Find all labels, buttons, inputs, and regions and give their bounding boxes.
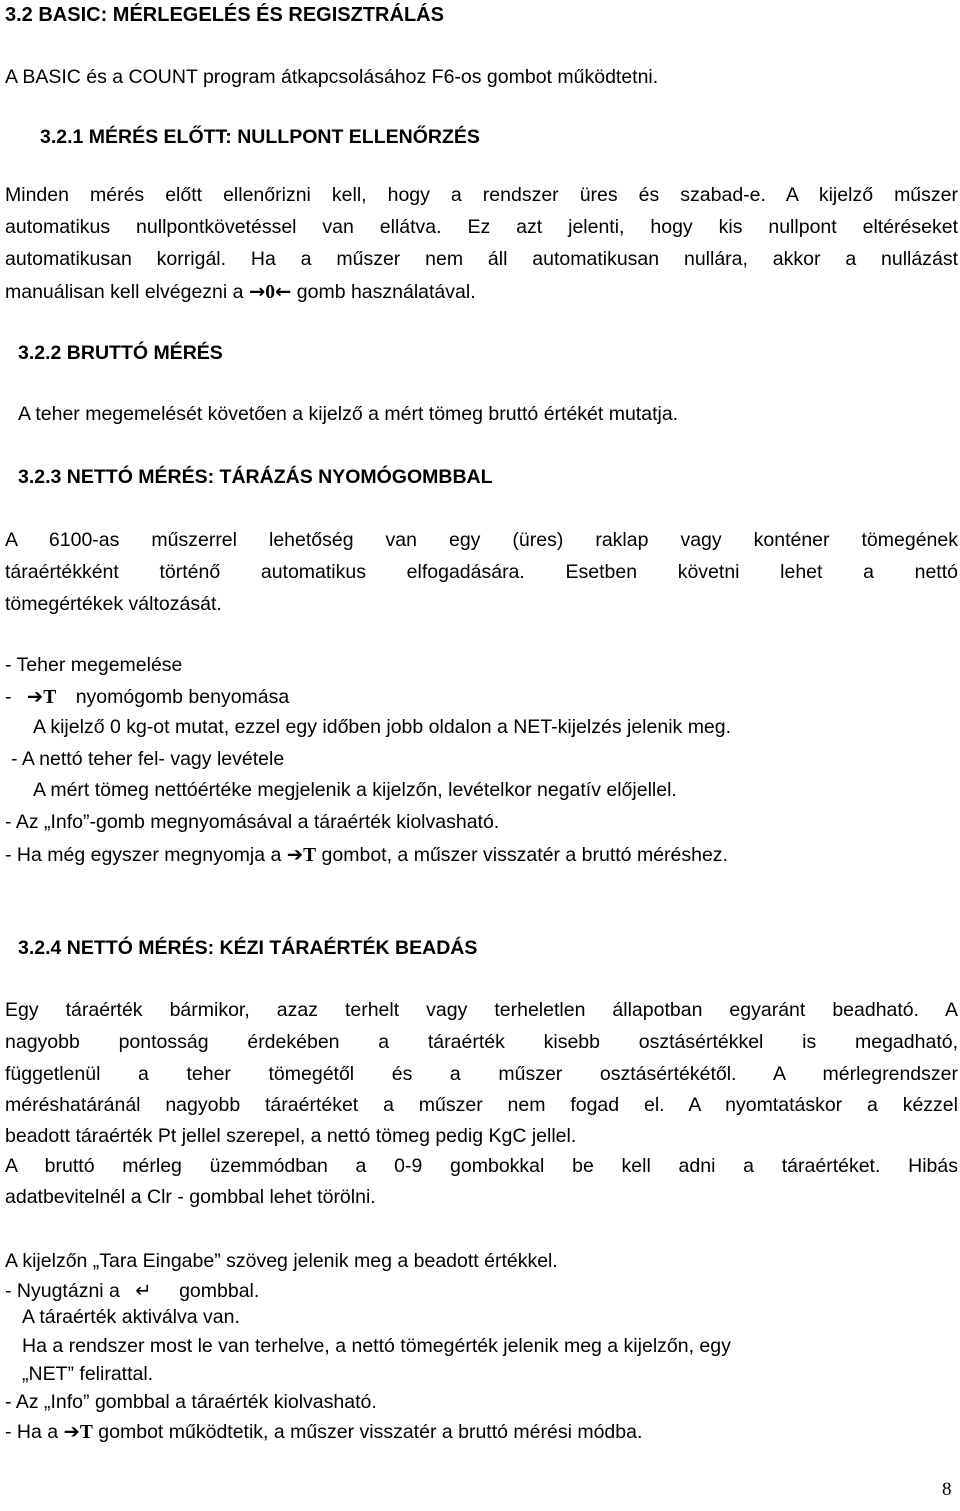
list-item: - A nettó teher fel- vagy levétele — [11, 748, 285, 770]
list-subitem: A kijelző 0 kg-ot mutat, ezzel egy időben jobb oldalon a NET-kijelzés jelenik meg. — [33, 716, 732, 738]
arrow-right-icon: ➔ — [26, 685, 44, 708]
text-segment: - Ha a — [5, 1421, 64, 1443]
arrow-right-icon: ➔ — [63, 1420, 80, 1443]
paragraph-line: táraértékként történő automatikus elfogadására. Esetben követni lehet a nettó — [5, 561, 958, 583]
list-subitem: Ha a rendszer most le van terhelve, a nettó tömegérték jelenik meg a kijelzőn, egy — [22, 1335, 731, 1357]
t-key-label: T — [303, 845, 317, 866]
list-item-enter-key — [5, 1279, 259, 1303]
paragraph-line: nagyobb pontosság érdekében a táraérték kisebb osztásértékkel is megadható, — [5, 1031, 958, 1053]
text-segment: gombbal. — [179, 1280, 260, 1302]
paragraph-line: méréshatáránál nagyobb táraértéket a műszer nem fogad el. A nyomtatáskor a kézzel — [5, 1094, 958, 1116]
paragraph-line-zero-key — [5, 280, 476, 304]
list-subitem: „NET” felirattal. — [22, 1363, 154, 1385]
paragraph-line: Minden mérés előtt ellenőrizni kell, hogy a rendszer üres és szabad-e. A kijelző műszer — [5, 184, 958, 206]
t-key-label: T — [43, 687, 57, 708]
arrow-right-icon: → — [248, 280, 266, 303]
text-segment: gombot működtetik, a műszer visszatér a bruttó mérési módba. — [92, 1421, 643, 1443]
text-segment: - Nyugtázni a — [5, 1280, 120, 1302]
paragraph-line: automatikusan korrigál. Ha a műszer nem áll automatikusan nullára, akkor a nullázást — [5, 248, 958, 270]
paragraph-line: függetlenül a teher tömegétől és a műszer osztásértékétől. A mérlegrendszer — [5, 1063, 958, 1085]
paragraph: A teher megemelését követően a kijelző a mért tömeg bruttó értékét mutatja. — [18, 403, 679, 425]
list-subitem: A mért tömeg nettóértéke megjelenik a kijelzőn, levételkor negatív előjellel. — [33, 779, 677, 801]
heading-3-2-4: 3.2.4 NETTÓ MÉRÉS: KÉZI TÁRAÉRTÉK BEADÁS — [18, 937, 478, 959]
heading-3-2-2: 3.2.2 BRUTTÓ MÉRÉS — [18, 342, 223, 364]
paragraph-line: tömegértékek változását. — [5, 593, 222, 615]
heading-3-2-1: 3.2.1 MÉRÉS ELŐTT: NULLPONT ELLENŐRZÉS — [40, 126, 480, 148]
list-dash: - — [5, 686, 12, 708]
list-item: - Az „Info”-gomb megnyomásával a táraérték kiolvasható. — [5, 811, 500, 833]
text-segment: nyomógomb benyomása — [75, 686, 290, 708]
zero-key-label: 0 — [265, 282, 275, 303]
section-title: 3.2 BASIC: MÉRLEGELÉS ÉS REGISZTRÁLÁS — [5, 4, 444, 26]
list-item: - Az „Info” gombbal a táraérték kiolvasható. — [5, 1391, 377, 1413]
list-item: - Teher megemelése — [5, 654, 183, 676]
arrow-left-icon: ← — [275, 280, 292, 303]
arrow-right-icon: ➔ — [286, 843, 304, 866]
heading-3-2-3: 3.2.3 NETTÓ MÉRÉS: TÁRÁZÁS NYOMÓGOMBBAL — [18, 466, 493, 488]
section-intro: A BASIC és a COUNT program átkapcsolásához F6-os gombot működtetni. — [5, 66, 659, 88]
t-key-label: T — [79, 1422, 93, 1443]
text-segment: gombot, a műszer visszatér a bruttó méréshez. — [316, 844, 728, 866]
paragraph-line: A bruttó mérleg üzemmódban a 0-9 gombokkal be kell adni a táraértéket. Hibás — [5, 1155, 958, 1177]
page-number: 8 — [942, 1479, 952, 1500]
paragraph-line: A 6100-as műszerrel lehetőség van egy (üres) raklap vagy konténer tömegének — [5, 529, 958, 551]
text-segment: - Ha még egyszer megnyomja a — [5, 844, 287, 866]
paragraph-line: beadott táraérték Pt jellel szerepel, a nettó tömeg pedig KgC jellel. — [5, 1125, 577, 1147]
list-subitem: A táraérték aktiválva van. — [22, 1306, 240, 1328]
paragraph-line: automatikus nullpontkövetéssel van ellátva. Ez azt jelenti, hogy kis nullpont eltéréseket — [5, 216, 958, 238]
enter-key-symbol: ↵ — [135, 1279, 152, 1302]
text-segment: gomb használatával. — [291, 281, 476, 303]
paragraph-line: adatbevitelnél a Clr - gombbal lehet törölni. — [5, 1186, 376, 1208]
list-item-t-key — [5, 1420, 642, 1444]
list-item-t-key — [5, 843, 728, 867]
list-item-t-key — [5, 685, 289, 709]
paragraph-line: Egy táraérték bármikor, azaz terhelt vagy terheletlen állapotban egyaránt beadható. A — [5, 999, 958, 1021]
text-segment: manuálisan kell elvégezni a — [5, 281, 249, 303]
paragraph: A kijelzőn „Tara Eingabe” szöveg jelenik meg a beadott értékkel. — [5, 1250, 558, 1272]
